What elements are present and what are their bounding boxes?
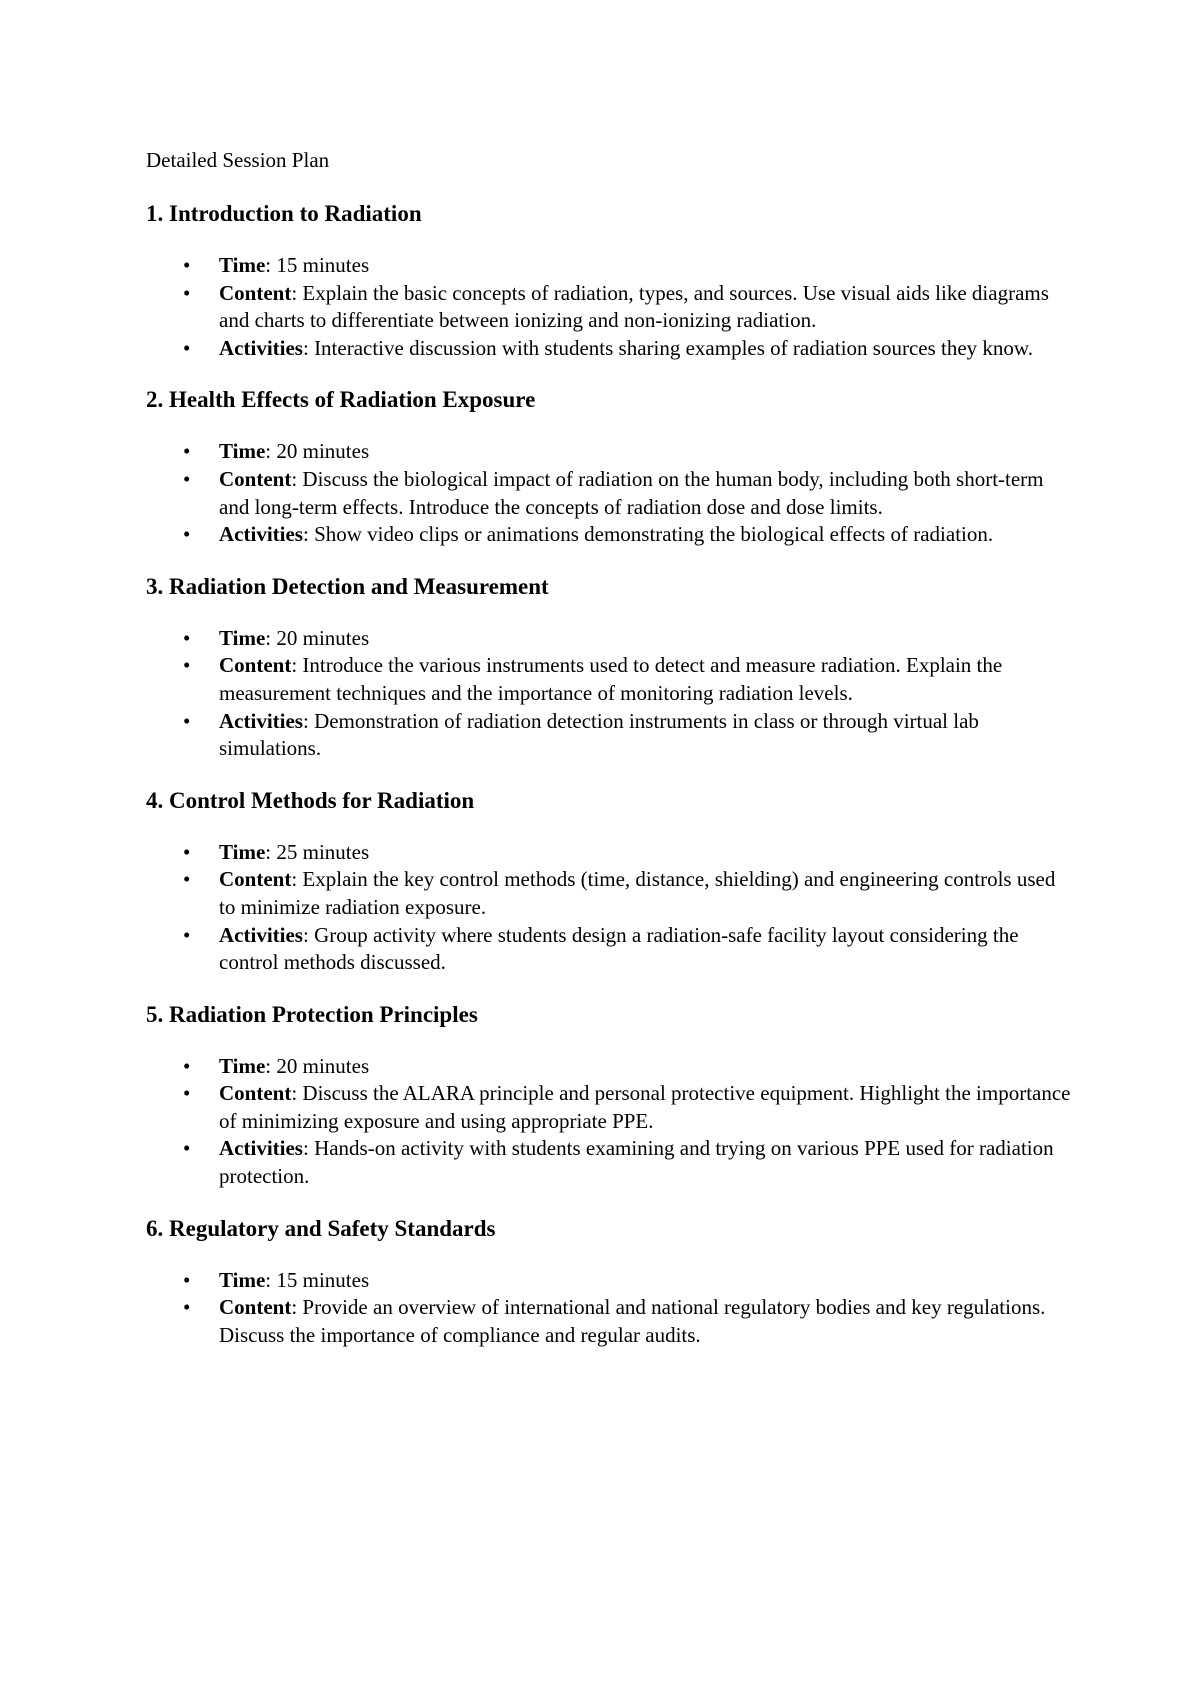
item-label: Time — [219, 1267, 266, 1292]
item-text: : Explain the key control methods (time, distance, shielding) and engineering controls used to minimize radiation exposure. — [219, 867, 1056, 919]
section-detection-and-measurement — [146, 572, 1076, 763]
item-text: : Group activity where students design a radiation-safe facility layout considering the control methods discussed. — [219, 922, 1019, 975]
bullet-icon: • — [183, 253, 191, 277]
list-item-content — [146, 1294, 1076, 1349]
list-item-time — [146, 839, 1076, 867]
item-label: Activities — [219, 708, 303, 733]
document-page — [146, 146, 1076, 1372]
section-heading: 6. Regulatory and Safety Standards — [146, 1215, 496, 1241]
list-item-activities — [146, 521, 1076, 549]
list-item-content — [146, 280, 1076, 335]
bullet-list — [146, 252, 1076, 362]
item-label: Activities — [219, 1136, 303, 1161]
item-label: Activities — [219, 522, 303, 547]
list-item-content — [146, 466, 1076, 521]
item-text: : Explain the basic concepts of radiation, types, and sources. Use visual aids like diagrams and charts to differentiate between ionizing and non-ionizing radiation. — [219, 280, 1049, 333]
bullet-list — [146, 438, 1076, 548]
bullet-list — [146, 1053, 1076, 1191]
section-heading: 3. Radiation Detection and Measurement — [146, 573, 549, 599]
list-item-time — [146, 252, 1076, 280]
list-item-time — [146, 438, 1076, 466]
bullet-icon: • — [183, 280, 191, 305]
list-item-content — [146, 1080, 1076, 1135]
item-label: Content — [219, 280, 292, 305]
section-protection-principles — [146, 1000, 1076, 1191]
item-label: Content — [219, 1081, 292, 1106]
bullet-icon: • — [183, 1053, 191, 1078]
bullet-icon: • — [183, 708, 191, 733]
item-text: : 20 minutes — [265, 439, 370, 464]
bullet-list — [146, 839, 1076, 977]
item-label: Time — [219, 253, 266, 277]
item-label: Content — [219, 653, 292, 678]
item-label: Content — [219, 867, 292, 892]
item-text: : 15 minutes — [265, 1267, 370, 1292]
bullet-icon: • — [183, 335, 191, 360]
item-label: Content — [219, 1295, 292, 1320]
item-label: Activities — [219, 335, 303, 360]
section-control-methods — [146, 786, 1076, 977]
item-text: : 25 minutes — [265, 839, 370, 864]
list-item-content — [146, 866, 1076, 921]
item-text: : Hands-on activity with students examining and trying on various PPE used for radiation protection. — [219, 1136, 1054, 1189]
section-heading: 2. Health Effects of Radiation Exposure — [146, 387, 536, 413]
item-text: : 15 minutes — [265, 253, 370, 277]
section-heading: 1. Introduction to Radiation — [146, 201, 422, 226]
section-heading: 4. Control Methods for Radiation — [146, 787, 475, 813]
item-label: Time — [219, 439, 266, 464]
item-label: Time — [219, 839, 266, 864]
list-item-content — [146, 652, 1076, 707]
item-text: : 20 minutes — [265, 625, 370, 650]
item-label: Activities — [219, 922, 303, 947]
bullet-icon: • — [183, 466, 191, 491]
item-text: : Introduce the various instruments used to detect and measure radiation. Explain the measurement techniques and the importance of monitoring radiation levels. — [219, 653, 1003, 705]
list-item-time — [146, 1267, 1076, 1295]
bullet-icon: • — [183, 439, 191, 464]
bullet-icon: • — [183, 653, 191, 678]
bullet-icon: • — [183, 867, 191, 892]
item-label: Time — [219, 1053, 266, 1078]
item-text: : Demonstration of radiation detection instruments in class or through virtual lab simulations. — [219, 708, 979, 761]
section-regulatory-standards — [146, 1214, 1076, 1350]
bullet-icon: • — [183, 922, 191, 947]
bullet-list — [146, 1267, 1076, 1350]
document-title: Detailed Session Plan — [146, 148, 330, 172]
list-item-activities — [146, 335, 1076, 363]
bullet-list — [146, 625, 1076, 763]
item-text: : Show video clips or animations demonstrating the biological effects of radiation. — [302, 522, 994, 547]
list-item-activities — [146, 1135, 1076, 1190]
bullet-icon: • — [183, 625, 191, 650]
list-item-activities — [146, 708, 1076, 763]
list-item-activities — [146, 922, 1076, 977]
bullet-icon: • — [183, 522, 191, 547]
list-item-time — [146, 1053, 1076, 1081]
bullet-icon: • — [183, 1081, 191, 1106]
item-text: : Provide an overview of international and national regulatory bodies and key regulations. Discuss the importance of compliance and regular audits. — [219, 1295, 1046, 1347]
item-label: Content — [219, 466, 292, 491]
section-introduction-to-radiation — [146, 199, 1076, 362]
item-label: Time — [219, 625, 266, 650]
section-heading: 5. Radiation Protection Principles — [146, 1001, 478, 1027]
item-text: : Discuss the ALARA principle and personal protective equipment. Highlight the importance of minimizing exposure and using appropriate PPE. — [219, 1081, 1071, 1133]
item-text: : 20 minutes — [265, 1053, 370, 1078]
bullet-icon: • — [183, 839, 191, 864]
bullet-icon: • — [183, 1295, 191, 1320]
section-health-effects — [146, 385, 1076, 548]
bullet-icon: • — [183, 1267, 191, 1292]
list-item-time — [146, 625, 1076, 653]
item-text: : Discuss the biological impact of radiation on the human body, including both short-term and long-term effects. Introduce the concepts of radiation dose and dose limits. — [219, 466, 1044, 519]
bullet-icon: • — [183, 1136, 191, 1161]
item-text: : Interactive discussion with students sharing examples of radiation sources they know. — [302, 335, 1033, 360]
